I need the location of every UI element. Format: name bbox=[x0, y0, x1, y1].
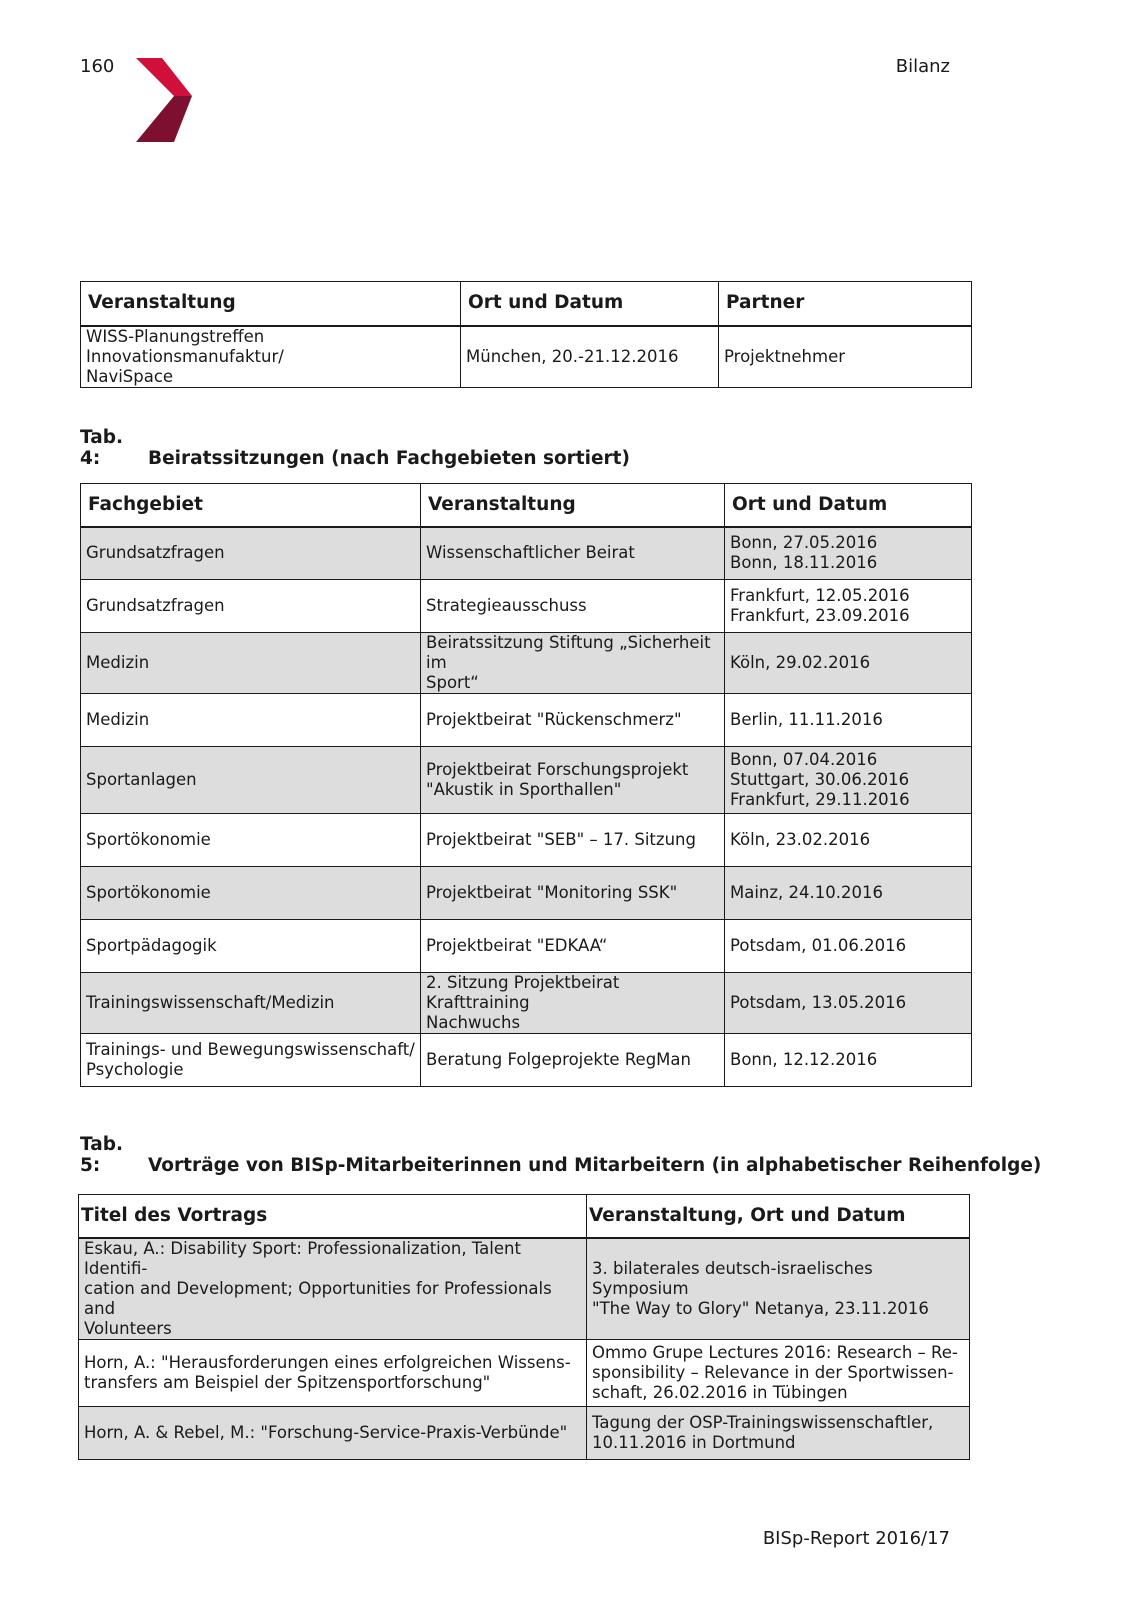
event-cell: WISS-Planungstreffen Innovationsmanufaktur/ NaviSpace bbox=[81, 326, 461, 388]
place-date-cell: Potsdam, 13.05.2016 bbox=[725, 973, 972, 1034]
field-cell: Trainingswissenschaft/Medizin bbox=[81, 973, 421, 1034]
table-row bbox=[81, 527, 972, 580]
event-cell: Beiratssitzung Stiftung „Sicherheit im Sport“ bbox=[421, 633, 725, 694]
logo-lower-segment bbox=[136, 96, 192, 142]
event-cell: Strategieausschuss bbox=[421, 580, 725, 633]
field-cell: Sportanlagen bbox=[81, 747, 421, 814]
event-cell: Projektbeirat "EDKAA“ bbox=[421, 920, 725, 973]
place-date-cell: Bonn, 12.12.2016 bbox=[725, 1034, 972, 1087]
field-cell: Medizin bbox=[81, 694, 421, 747]
column-header-place-date: Ort und Datum bbox=[461, 282, 719, 326]
table-row bbox=[81, 694, 972, 747]
place-date-cell: Mainz, 24.10.2016 bbox=[725, 867, 972, 920]
table-header-row bbox=[81, 484, 972, 527]
page-number: 160 bbox=[80, 56, 115, 77]
place-date-cell: Frankfurt, 12.05.2016 Frankfurt, 23.09.2016 bbox=[725, 580, 972, 633]
event-cell: Beratung Folgeprojekte RegMan bbox=[421, 1034, 725, 1087]
event-cell: Projektbeirat "Rückenschmerz" bbox=[421, 694, 725, 747]
field-cell: Sportpädagogik bbox=[81, 920, 421, 973]
caption-title: Vorträge von BISp-Mitarbeiterinnen und Mitarbeitern (in alphabetischer Reihenfolge) bbox=[148, 1155, 1042, 1176]
venue-cell: Tagung der OSP-Trainingswissenschaftler, 10.11.2016 in Dortmund bbox=[587, 1406, 970, 1459]
table-row bbox=[81, 1034, 972, 1087]
field-cell: Grundsatzfragen bbox=[81, 580, 421, 633]
table-row bbox=[81, 580, 972, 633]
field-cell: Medizin bbox=[81, 633, 421, 694]
caption-title: Beiratssitzungen (nach Fachgebieten sortiert) bbox=[148, 448, 630, 469]
column-header-event: Veranstaltung bbox=[421, 484, 725, 527]
table-row bbox=[81, 814, 972, 867]
event-cell: Wissenschaftlicher Beirat bbox=[421, 527, 725, 580]
table-row bbox=[81, 973, 972, 1034]
table-row bbox=[79, 1406, 970, 1459]
talk-title-cell: Horn, A. & Rebel, M.: "Forschung-Service-Praxis-Verbünde" bbox=[79, 1406, 587, 1459]
talks-table bbox=[78, 1194, 970, 1460]
table-header-row bbox=[81, 282, 972, 326]
table-row bbox=[81, 326, 972, 388]
table-caption-tab5 bbox=[80, 1134, 1041, 1176]
report-footer: BISp-Report 2016/17 bbox=[762, 1528, 950, 1549]
column-header-place-date: Ort und Datum bbox=[725, 484, 972, 527]
field-cell: Grundsatzfragen bbox=[81, 527, 421, 580]
column-header-event: Veranstaltung bbox=[81, 282, 461, 326]
venue-cell: 3. bilaterales deutsch-israelisches Symposium "The Way to Glory" Netanya, 23.11.2016 bbox=[587, 1238, 970, 1340]
event-cell: Projektbeirat "SEB" – 17. Sitzung bbox=[421, 814, 725, 867]
table-row bbox=[81, 867, 972, 920]
place-date-cell: Bonn, 27.05.2016 Bonn, 18.11.2016 bbox=[725, 527, 972, 580]
field-cell: Trainings- und Bewegungswissenschaft/ Psychologie bbox=[81, 1034, 421, 1087]
table-header-row bbox=[79, 1195, 970, 1238]
column-header-venue: Veranstaltung, Ort und Datum bbox=[587, 1195, 970, 1238]
partner-cell: Projektnehmer bbox=[719, 326, 972, 388]
column-header-partner: Partner bbox=[719, 282, 972, 326]
event-cell: Projektbeirat Forschungsprojekt "Akustik in Sporthallen" bbox=[421, 747, 725, 814]
event-cell: 2. Sitzung Projektbeirat Krafttraining Nachwuchs bbox=[421, 973, 725, 1034]
table-caption-tab4 bbox=[80, 427, 630, 469]
table-row bbox=[79, 1339, 970, 1406]
field-cell: Sportökonomie bbox=[81, 867, 421, 920]
event-cell: Projektbeirat "Monitoring SSK" bbox=[421, 867, 725, 920]
section-title: Bilanz bbox=[895, 56, 950, 77]
caption-label: Tab. 5: bbox=[80, 1134, 123, 1176]
advisory-meetings-table bbox=[80, 483, 972, 1087]
venue-cell: Ommo Grupe Lectures 2016: Research – Re- sponsibility – Relevance in der Sportwissen- schaft, 26.02.2016 in Tübingen bbox=[587, 1339, 970, 1406]
talk-title-cell: Horn, A.: "Herausforderungen eines erfolgreichen Wissens- transfers am Beispiel der Spitzensportforschung" bbox=[79, 1339, 587, 1406]
column-header-talk-title: Titel des Vortrags bbox=[79, 1195, 587, 1238]
table-row bbox=[81, 920, 972, 973]
place-date-cell: Potsdam, 01.06.2016 bbox=[725, 920, 972, 973]
place-date-cell: Köln, 23.02.2016 bbox=[725, 814, 972, 867]
table-row bbox=[79, 1238, 970, 1340]
place-date-cell: Bonn, 07.04.2016 Stuttgart, 30.06.2016 Frankfurt, 29.11.2016 bbox=[725, 747, 972, 814]
events-table-continued bbox=[80, 281, 972, 388]
place-date-cell: Berlin, 11.11.2016 bbox=[725, 694, 972, 747]
chevron-logo-icon bbox=[136, 58, 192, 142]
place-date-cell: Köln, 29.02.2016 bbox=[725, 633, 972, 694]
field-cell: Sportökonomie bbox=[81, 814, 421, 867]
table-row bbox=[81, 747, 972, 814]
talk-title-cell: Eskau, A.: Disability Sport: Professionalization, Talent Identifi- cation and Development; Opportunities for Professionals and Volunteers bbox=[79, 1238, 587, 1340]
caption-label: Tab. 4: bbox=[80, 427, 123, 469]
column-header-field: Fachgebiet bbox=[81, 484, 421, 527]
logo-upper-segment bbox=[136, 58, 192, 96]
table-row bbox=[81, 633, 972, 694]
place-date-cell: München, 20.-21.12.2016 bbox=[461, 326, 719, 388]
